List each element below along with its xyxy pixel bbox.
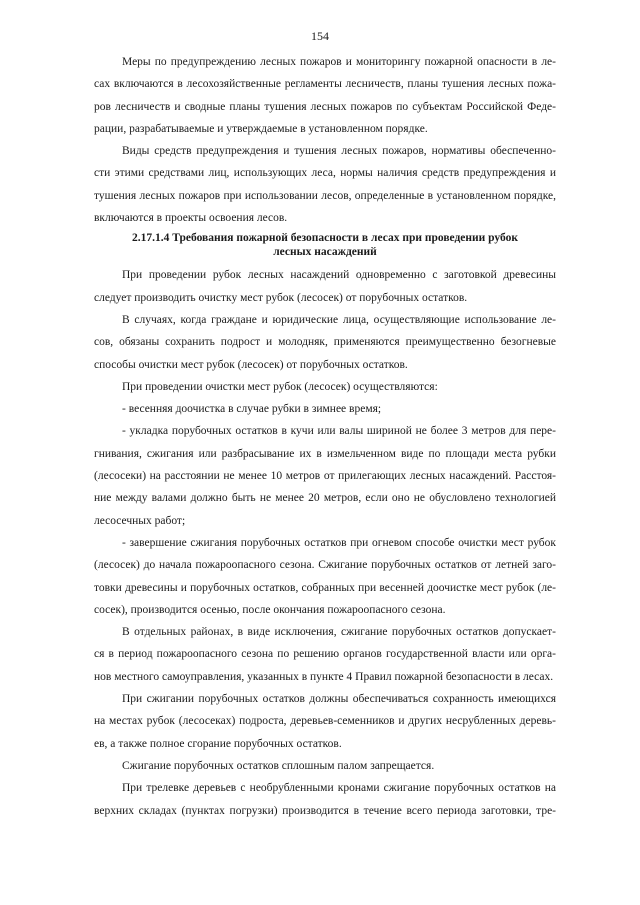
paragraph [94,688,556,755]
text-line: сти этими средствами лиц, использующих леса, нормы наличия средств предупреждения и [94,167,556,180]
text-line: (лесосек) до начала пожароопасного сезона. Сжигание порубочных остатков от летней заго- [94,559,556,572]
text-line: верхних складах (пунктах погрузки) производится в течение всего периода заготовки, тре- [94,804,556,817]
text-line: гнивания, сжигания или разбрасывание их в измельченном виде по площади места рубки [94,447,556,460]
list-item [94,398,556,420]
text-line: Сжигание порубочных остатков сплошным палом запрещается. [122,759,435,772]
text-line: Меры по предупреждению лесных пожаров и мониторингу пожарной опасности в ле- [122,56,556,68]
section-heading [94,229,556,264]
text-line: товки древесины и порубочных остатков, собранных при весенней доочистке мест рубок (ле- [94,581,556,594]
text-line: ров лесничеств и сводные планы тушения лесных пожаров по субъектам Российской Феде- [94,100,556,113]
text-line: ев, а также полное сгорание порубочных остатков. [94,737,342,750]
text-line: сах включаются в лесохозяйственные регламенты лесничеств, планы тушения лесных пожа- [94,78,556,91]
text-line: В случаях, когда граждане и юридические лица, осуществляющие использование ле- [122,313,556,326]
text-line: При проведении очистки мест рубок (лесосек) осуществляются: [122,380,438,393]
paragraph [94,51,556,140]
paragraph [94,777,556,822]
text-line: способы очистки мест рубок (лесосек) от порубочных остатков. [94,358,408,371]
body-text [94,51,556,822]
paragraph [94,309,556,376]
text-line: на местах рубок (лесосеках) подроста, деревьев-семенников и других несрубленных деревь- [94,715,556,728]
paragraph [94,621,556,688]
text-line: следует производить очистку мест рубок (лесосек) от порубочных остатков. [94,291,468,304]
text-line: сосек), производится осенью, после окончания пожароопасного сезона. [94,603,446,616]
paragraph [94,140,556,229]
text-line: - завершение сжигания порубочных остатков при огневом способе очистки мест рубок [122,536,556,549]
text-line: лесосечных работ; [94,514,186,527]
text-line: включаются в проекты освоения лесов. [94,212,288,225]
page-number: 154 [311,29,329,43]
text-line: рации, разрабатываемые и утверждаемые в установленном порядке. [94,122,428,135]
text-line: - укладка порубочных остатков в кучи или валы шириной не более 3 метров для пере- [122,425,556,438]
heading-line: 2.17.1.4 Требования пожарной безопасности в лесах при проведении рубок [132,232,518,245]
text-line: Виды средств предупреждения и тушения лесных пожаров, нормативы обеспеченно- [122,145,556,158]
text-line: - весенняя доочистка в случае рубки в зимнее время; [122,403,382,416]
heading-line: лесных насаждений [273,246,377,259]
text-line: сов, обязаны сохранить подрост и молодняк, применяются преимущественно безогневые [94,336,556,349]
text-line: При проведении рубок лесных насаждений одновременно с заготовкой древесины [122,269,556,282]
list-item [94,532,556,621]
text-line: При трелевке деревьев с необрубленными кронами сжигание порубочных остатков на [122,782,556,795]
paragraph [94,264,556,309]
list-item [94,420,556,531]
text-line: ся в период пожароопасного сезона по решению органов государственной власти или орга- [94,648,556,661]
paragraph [94,376,556,398]
paragraph [94,755,556,777]
text-line: (лесосеки) на расстоянии не менее 10 метров от прилегающих лесных насаждений. Расстоя- [94,470,556,483]
text-line: нов местного самоуправления, указанных в пункте 4 Правил пожарной безопасности в лесах. [94,670,554,683]
text-line: тушения лесных пожаров при использовании лесов, определенные в установленном порядке, [94,189,556,202]
text-line: ние между валами должно быть не менее 20 метров, если оно не обусловлено технологией [94,492,556,505]
text-line: При сжигании порубочных остатков должны обеспечиваться сохранность имеющихся [122,693,556,706]
text-line: В отдельных районах, в виде исключения, сжигание порубочных остатков допускает- [122,626,556,639]
